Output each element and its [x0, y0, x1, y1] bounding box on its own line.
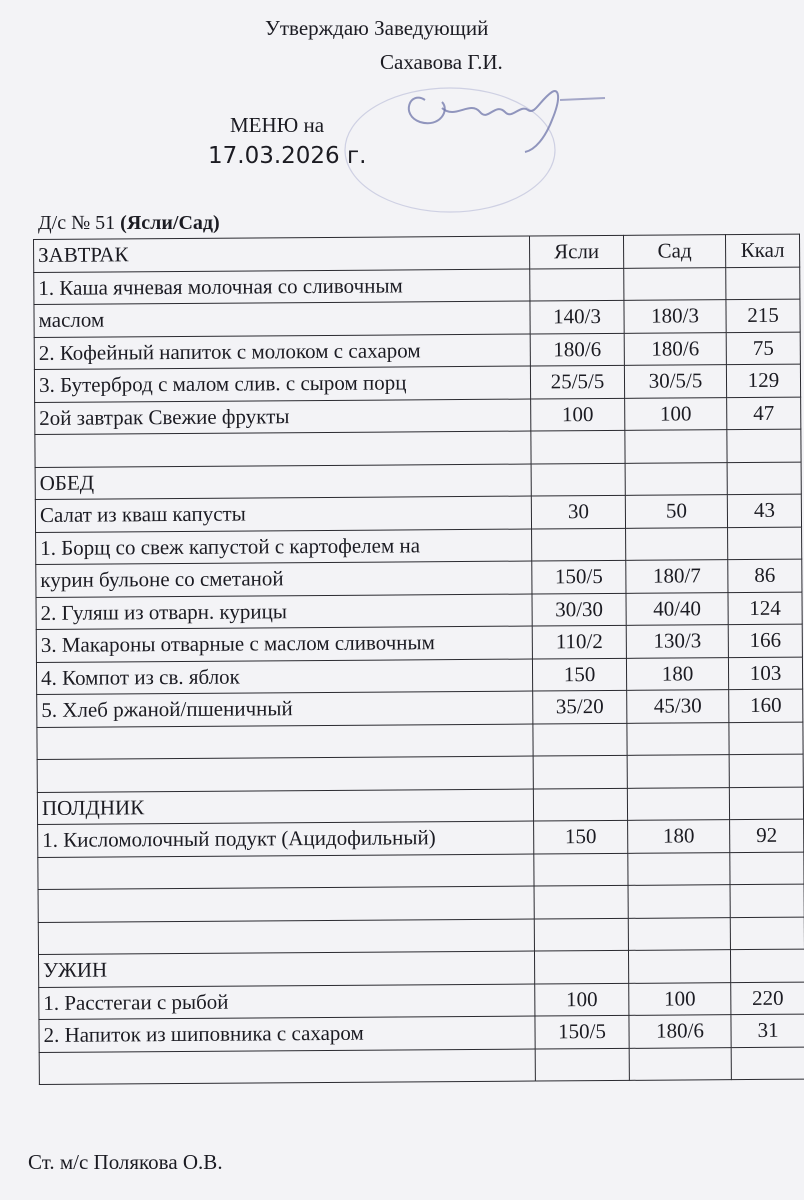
table-row — [35, 397, 801, 435]
sad-cell — [627, 722, 729, 755]
yasli-cell: 140/3 — [530, 300, 624, 333]
kcal-cell — [730, 852, 804, 885]
table-row — [39, 982, 804, 1020]
yasli-cell: 180/6 — [530, 333, 624, 366]
school-groups: (Ясли/Сад) — [120, 212, 220, 234]
item-cell: 5. Хлеб ржаной/пшеничный — [37, 691, 533, 727]
meal-heading-breakfast: ЗАВТРАК — [34, 236, 530, 272]
table-row — [38, 917, 804, 955]
sad-cell — [625, 462, 727, 495]
table-row — [35, 429, 801, 467]
item-cell: 2. Гуляш из отварн. курицы — [36, 594, 532, 630]
sad-cell — [624, 267, 726, 300]
kcal-cell: 166 — [728, 624, 802, 657]
yasli-cell — [533, 788, 627, 821]
item-cell — [38, 886, 534, 922]
item-cell: курин бульоне со сметаной — [36, 561, 532, 597]
table-row — [36, 657, 802, 695]
sad-cell — [626, 527, 728, 560]
column-header-kcal: Ккал — [725, 234, 799, 267]
menu-title: МЕНЮ на — [230, 113, 325, 137]
kcal-cell: 43 — [727, 494, 801, 527]
footer-signature-line: Ст. м/с Полякова О.В. — [28, 1150, 223, 1174]
sad-cell: 100 — [629, 982, 731, 1015]
table-row — [34, 299, 800, 337]
table-row — [39, 1014, 804, 1052]
approval-name: Сахавова Г.И. — [380, 50, 503, 74]
yasli-cell — [533, 723, 627, 756]
kcal-cell: 129 — [726, 364, 800, 397]
sad-cell: 40/40 — [626, 592, 728, 625]
kcal-cell: 124 — [728, 592, 802, 625]
table-row — [34, 267, 800, 305]
yasli-cell: 30/30 — [532, 593, 626, 626]
kcal-cell — [729, 787, 803, 820]
sad-cell — [629, 1047, 731, 1080]
yasli-cell: 150/5 — [532, 560, 626, 593]
item-cell: 2. Кофейный напиток с молоком с сахаром — [34, 334, 530, 370]
item-cell: 2ой завтрак Свежие фрукты — [35, 399, 531, 435]
menu-date: 17.03.2026 г. — [208, 143, 367, 169]
item-cell — [39, 1049, 535, 1085]
kcal-cell: 215 — [726, 299, 800, 332]
item-cell: 1. Кисломолочный подукт (Ацидофильный) — [38, 821, 534, 857]
kcal-cell — [727, 462, 801, 495]
yasli-cell: 30 — [531, 495, 625, 528]
sad-cell: 180 — [628, 820, 730, 853]
item-cell: маслом — [34, 301, 530, 337]
yasli-cell: 150 — [532, 658, 626, 691]
yasli-cell — [534, 950, 628, 983]
signature-stamp-icon — [330, 60, 610, 220]
yasli-cell — [533, 755, 627, 788]
table-row — [37, 722, 803, 760]
sad-cell — [627, 787, 729, 820]
sad-cell: 180/3 — [624, 300, 726, 333]
yasli-cell — [532, 528, 626, 561]
item-cell: 2. Напиток из шиповника с сахаром — [39, 1016, 535, 1052]
kcal-cell — [730, 917, 804, 950]
kcal-cell: 47 — [727, 397, 801, 430]
sad-cell: 180/6 — [629, 1015, 731, 1048]
yasli-cell — [530, 268, 624, 301]
item-cell — [37, 756, 533, 792]
table-row — [36, 592, 802, 630]
table-header-row — [34, 234, 800, 272]
kcal-cell: 31 — [731, 1014, 804, 1047]
column-header-yasli: Ясли — [529, 235, 623, 268]
item-cell: 3. Макароны отварные с маслом сливочным — [36, 626, 532, 662]
kcal-cell — [729, 722, 803, 755]
yasli-cell — [535, 1048, 629, 1081]
table-row — [35, 462, 801, 500]
item-cell: Салат из кваш капусты — [35, 496, 531, 532]
yasli-cell — [534, 918, 628, 951]
sad-cell — [625, 430, 727, 463]
table-row — [37, 787, 803, 825]
table-row — [38, 852, 804, 890]
table-row — [38, 884, 804, 922]
yasli-cell: 25/5/5 — [530, 365, 624, 398]
table-row — [38, 949, 804, 987]
table-row — [36, 624, 802, 662]
kcal-cell: 92 — [730, 819, 804, 852]
sad-cell: 45/30 — [627, 690, 729, 723]
item-cell — [38, 919, 534, 955]
item-cell: 4. Компот из св. яблок — [36, 659, 532, 695]
item-cell: 1. Борщ со свеж капустой с картофелем на — [36, 529, 532, 565]
table-row — [39, 1047, 804, 1085]
sad-cell — [627, 755, 729, 788]
sad-cell: 130/3 — [626, 625, 728, 658]
item-cell: ПОЛДНИК — [37, 789, 533, 825]
yasli-cell — [531, 430, 625, 463]
menu-table — [33, 234, 804, 1085]
yasli-cell: 35/20 — [533, 690, 627, 723]
table-row — [38, 819, 804, 857]
kcal-cell: 103 — [728, 657, 802, 690]
sad-cell: 30/5/5 — [624, 365, 726, 398]
item-cell: 1. Каша ячневая молочная со сливочным — [34, 269, 530, 305]
kcal-cell — [730, 949, 804, 982]
table-row — [34, 364, 800, 402]
column-header-sad: Сад — [623, 235, 725, 268]
table-row — [37, 754, 803, 792]
table-row — [36, 527, 802, 565]
kcal-cell — [727, 429, 801, 462]
table-row — [35, 494, 801, 532]
yasli-cell: 100 — [535, 983, 629, 1016]
item-cell: ОБЕД — [35, 464, 531, 500]
kcal-cell: 75 — [726, 332, 800, 365]
school-number: Д/с № 51 — [38, 212, 116, 234]
yasli-cell: 150 — [534, 820, 628, 853]
yasli-cell: 110/2 — [532, 625, 626, 658]
school-line — [38, 212, 220, 235]
kcal-cell: 220 — [731, 982, 804, 1015]
sad-cell: 50 — [625, 495, 727, 528]
sad-cell: 180 — [626, 657, 728, 690]
table-row — [37, 689, 803, 727]
kcal-cell: 86 — [728, 559, 802, 592]
item-cell: 3. Бутерброд с малом слив. с сыром порц — [34, 366, 530, 402]
kcal-cell — [730, 884, 804, 917]
yasli-cell: 100 — [531, 398, 625, 431]
sad-cell: 180/6 — [624, 332, 726, 365]
item-cell: УЖИН — [38, 951, 534, 987]
yasli-cell: 150/5 — [535, 1015, 629, 1048]
yasli-cell — [531, 463, 625, 496]
sad-cell: 100 — [625, 397, 727, 430]
item-cell — [37, 724, 533, 760]
sad-cell: 180/7 — [626, 560, 728, 593]
table-row — [36, 559, 802, 597]
yasli-cell — [534, 885, 628, 918]
kcal-cell — [731, 1047, 804, 1080]
sad-cell — [628, 917, 730, 950]
sad-cell — [628, 950, 730, 983]
kcal-cell — [729, 754, 803, 787]
sad-cell — [628, 852, 730, 885]
sad-cell — [628, 885, 730, 918]
item-cell — [38, 854, 534, 890]
kcal-cell — [726, 267, 800, 300]
approval-title: Утверждаю Заведующий — [265, 16, 489, 40]
item-cell: 1. Расстегаи с рыбой — [39, 984, 535, 1020]
kcal-cell — [728, 527, 802, 560]
kcal-cell: 160 — [729, 689, 803, 722]
item-cell — [35, 431, 531, 467]
yasli-cell — [534, 853, 628, 886]
table-row — [34, 332, 800, 370]
